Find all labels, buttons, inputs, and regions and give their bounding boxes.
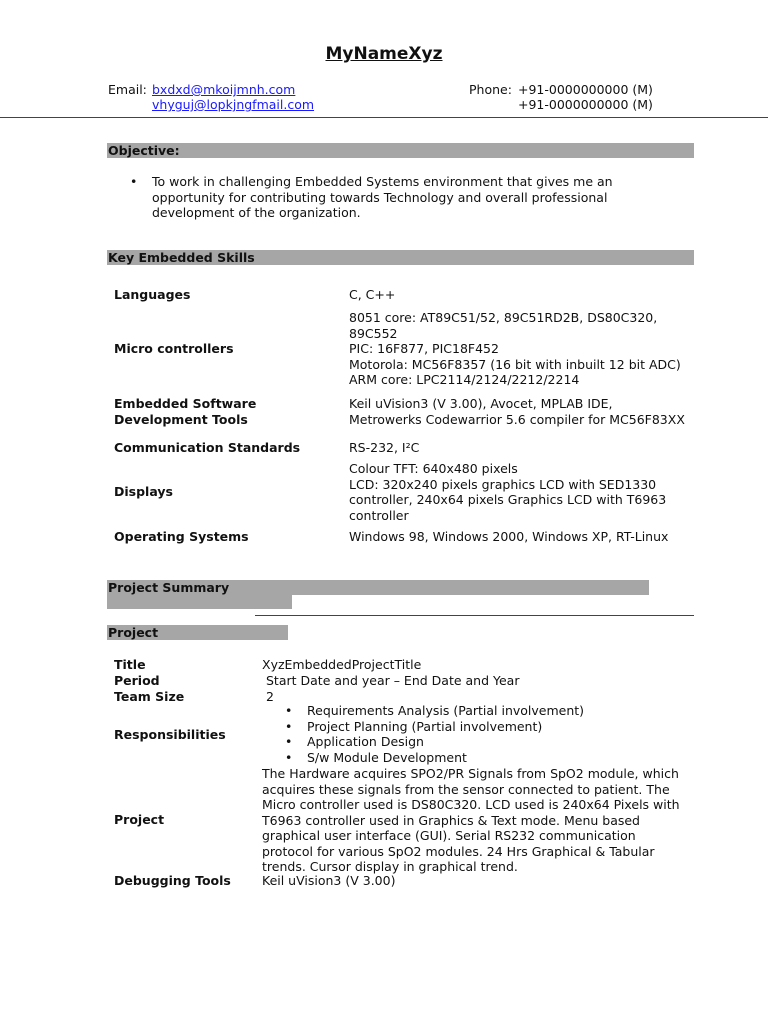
objective-bullet	[152, 174, 712, 221]
project-responsibilities-list	[307, 703, 584, 765]
objective-line: opportunity for contributing towards Technology and overall professional	[152, 189, 608, 205]
objective-heading-band	[107, 143, 694, 158]
objective-line: development of the organization.	[152, 205, 361, 220]
email-label: Email:	[108, 82, 147, 97]
objective-text	[152, 174, 712, 221]
skill-value-line: Keil uVision3 (V 3.00), Avocet, MPLAB IDE,	[349, 396, 613, 411]
skill-value-line: controller, 240x64 pixels Graphics LCD with T6963	[349, 492, 667, 507]
project-responsibilities-label: Responsibilities	[114, 727, 226, 742]
skill-value-line: 8051 core: AT89C51/52, 89C51RD2B, DS80C320,	[349, 310, 658, 325]
project-description-line: Micro controller used is DS80C320. LCD used is 240x64 Pixels with	[262, 797, 680, 812]
project-description	[262, 766, 680, 875]
project-team-value: 2	[266, 689, 274, 704]
project-title-value: XyzEmbeddedProjectTitle	[262, 657, 422, 672]
section-divider	[255, 615, 694, 616]
skill-value-languages: C, C++	[349, 287, 396, 302]
skill-value-displays	[349, 461, 666, 523]
objective-heading: Objective:	[108, 143, 180, 158]
project-description-line: The Hardware acquires SPO2/PR Signals from SpO2 module, which	[262, 766, 679, 781]
project-description-line: protocol for various SpO2 modules. 24 Hrs Graphical & Tabular	[262, 843, 655, 859]
list-item: • Application Design	[307, 734, 584, 750]
list-item: • Project Planning (Partial involvement)	[307, 719, 584, 735]
skill-label-os: Operating Systems	[114, 529, 249, 544]
project-summary-heading-band	[107, 580, 649, 595]
skill-value-communication: RS-232, I²C	[349, 440, 420, 455]
list-item: • Requirements Analysis (Partial involvement)	[307, 703, 584, 719]
skill-label-languages: Languages	[114, 287, 191, 302]
skill-label-displays: Displays	[114, 484, 173, 499]
project-title-label: Title	[114, 657, 146, 672]
skill-value-line: Colour TFT: 640x480 pixels	[349, 461, 518, 476]
skill-label-tools	[114, 396, 256, 427]
list-item: • S/w Module Development	[307, 750, 584, 766]
skill-value-line: LCD: 320x240 pixels graphics LCD with SED1330	[349, 476, 657, 492]
skills-heading-band	[107, 250, 694, 265]
header-divider	[0, 117, 768, 118]
skill-value-line: PIC: 16F877, PIC18F452	[349, 341, 499, 356]
skill-label-microcontrollers: Micro controllers	[114, 341, 234, 356]
skill-value-line: Motorola: MC56F8357 (16 bit with inbuilt 12 bit ADC)	[349, 356, 681, 372]
project-description-line: graphical user interface (GUI). Serial RS232 communication	[262, 828, 636, 843]
project-description-line: T6963 controller used in Graphics & Text mode. Menu based	[262, 812, 640, 828]
objective-line: • To work in challenging Embedded Systems environment that gives me an	[152, 174, 613, 189]
skill-label-line: Embedded Software	[114, 396, 257, 411]
project-debugging-label: Debugging Tools	[114, 873, 231, 888]
project-description-line: trends. Cursor display in graphical trend.	[262, 859, 518, 874]
project-summary-heading: Project Summary	[108, 580, 230, 595]
skill-value-tools	[349, 396, 685, 427]
skill-label-line: Development Tools	[114, 411, 248, 427]
project-team-label: Team Size	[114, 689, 185, 704]
skill-label-communication: Communication Standards	[114, 440, 301, 455]
phone-label: Phone:	[469, 82, 512, 97]
skill-value-microcontrollers	[349, 310, 681, 388]
skill-value-line: Metrowerks Codewarrior 5.6 compiler for MC56F83XX	[349, 411, 685, 427]
phone-2: +91-0000000000 (M)	[518, 97, 653, 112]
email-link-1[interactable]: bxdxd@mkoijmnh.com	[152, 82, 296, 97]
project-period-label: Period	[114, 673, 160, 688]
project-description-label: Project	[114, 812, 165, 827]
skill-value-line: 89C552	[349, 325, 398, 341]
project-period-value: Start Date and year – End Date and Year	[266, 673, 520, 688]
project-summary-band-tab	[107, 595, 292, 609]
project-debugging-value: Keil uVision3 (V 3.00)	[262, 873, 396, 888]
skills-heading: Key Embedded Skills	[108, 250, 255, 265]
project-heading-band	[107, 625, 288, 640]
project-heading: Project	[108, 625, 159, 640]
project-description-line: acquires these signals from the sensor connected to patient. The	[262, 781, 670, 797]
email-link-2[interactable]: vhyguj@lopkjngfmail.com	[152, 97, 315, 112]
phone-1: +91-0000000000 (M)	[518, 82, 653, 97]
skill-value-line: ARM core: LPC2114/2124/2212/2214	[349, 372, 580, 387]
skill-value-os: Windows 98, Windows 2000, Windows XP, RT-Linux	[349, 529, 669, 544]
skill-value-line: controller	[349, 507, 409, 523]
page-title: MyNameXyz	[325, 44, 443, 64]
